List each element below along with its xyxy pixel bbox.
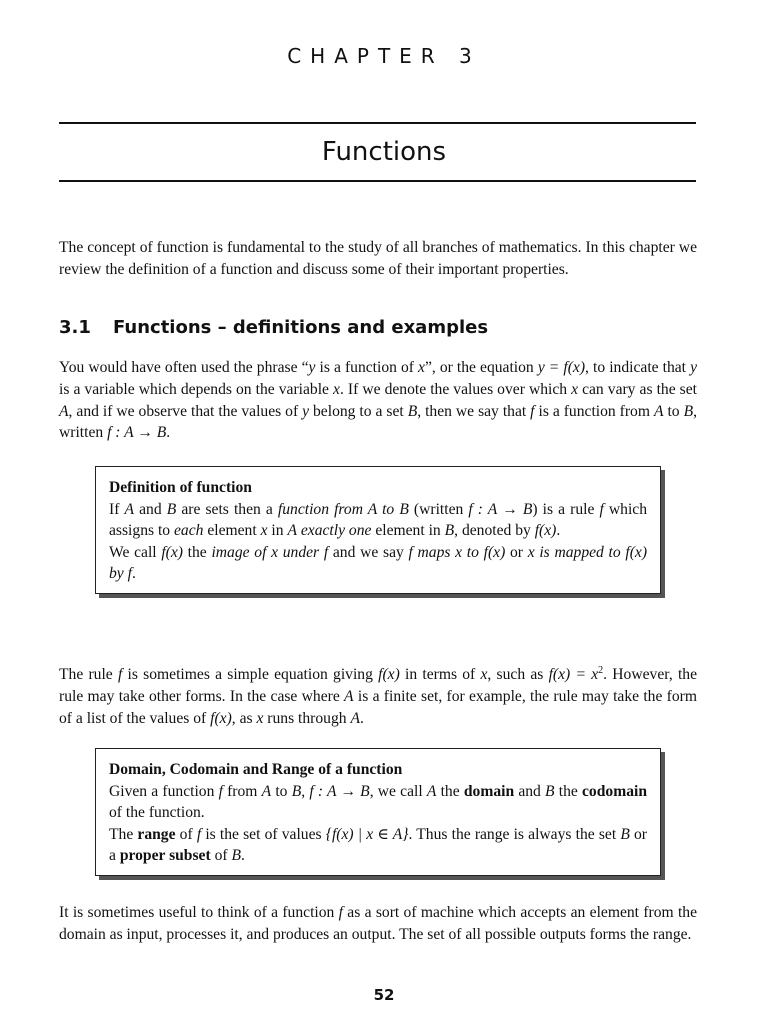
definition-text: If A and B are sets then a function from A to B (written f : A → B) is a rule f which assigns to each element x in A exactly one element in B, denoted by f(x). [109,500,648,540]
intro-paragraph: The concept of function is fundamental to the study of all branches of mathematics. In this chapter we review the definition of a function and discuss some of their important properties. [59,239,697,278]
top-rule [59,122,696,124]
domain-text: Given a function f from A to B, f : A → B, we call A the domain and B the codomain of the function. [109,782,647,822]
definition-box-title: Definition of function [109,479,252,496]
chapter-label: CHAPTER 3 [287,44,481,68]
domain-box-title: Domain, Codomain and Range of a function [109,761,403,778]
page-number: 52 [373,986,395,1004]
section-number: 3.1 [59,317,91,338]
definition-box [95,466,661,594]
image-text: We call f(x) the image of x under f and we say f maps x to f(x) or x is mapped to f(x) by f. [109,543,648,583]
chapter-title: Functions [321,137,447,167]
section-heading [59,316,488,340]
paragraph-function-intro: You would have often used the phrase “y is a function of x”, or the equation y = f(x), to indicate that y is a variable which depends on the variable x. If we denote the values over which x can vary as the set A, and if we observe that the values of y belong to a set B, then we say that f is a function from A to B, written f : A → B. [59,359,698,442]
paragraph-machine: It is sometimes useful to think of a function f as a sort of machine which accepts an element from the domain as input, processes it, and produces an output. The set of all possible outputs forms the range. [59,904,697,943]
section-title: Functions – definitions and examples [113,317,489,338]
paragraph-rule: The rule f is sometimes a simple equation giving f(x) in terms of x, such as $f(x) = x^2$. However, the rule may take other forms. In the case where A is a finite set, for example, the rule may take the form of a list of the values of f(x), as x runs through A. [59,665,698,727]
range-text: The range of f is the set of values {f(x) | x ∈ A}. Thus the range is always the set B or a proper subset of B. [109,825,647,865]
bottom-rule [59,180,696,182]
domain-box [95,748,661,876]
